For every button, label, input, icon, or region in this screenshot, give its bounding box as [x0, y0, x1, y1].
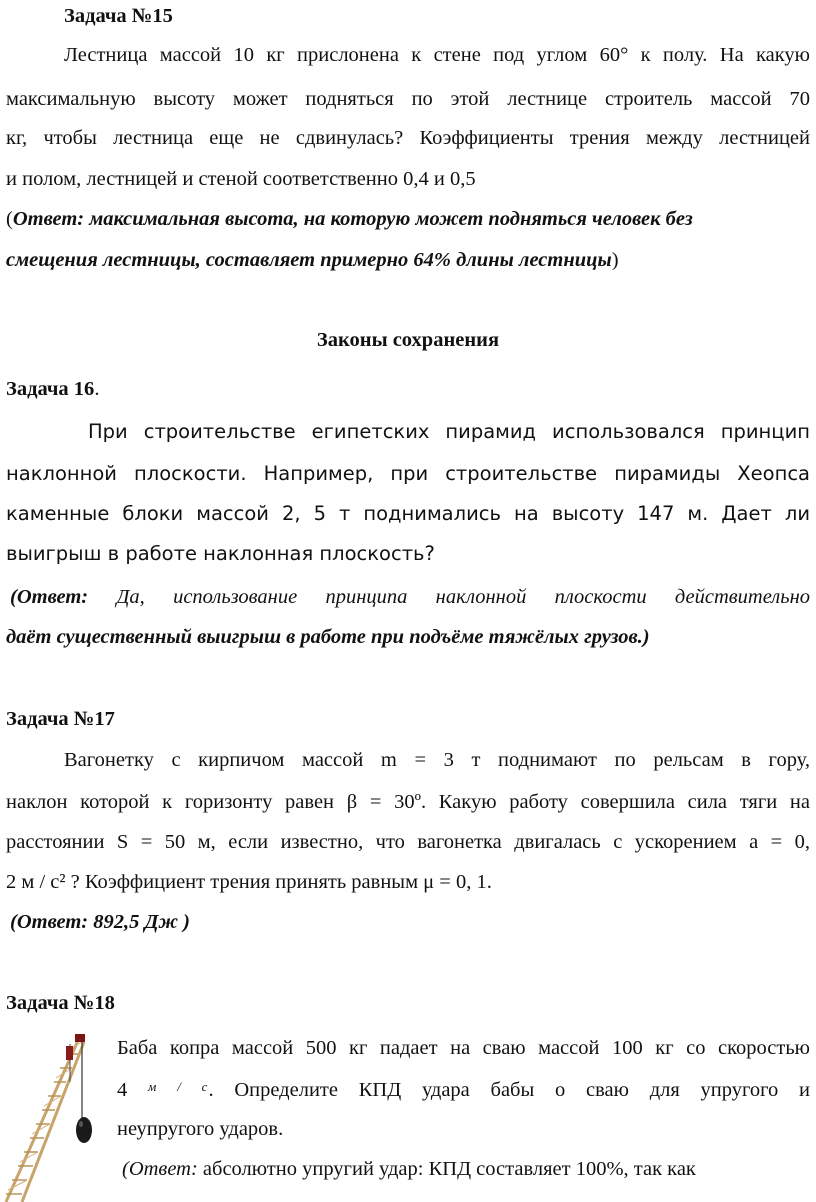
task16-title-dot: . — [94, 378, 100, 400]
task15-title: Задача №15 — [64, 5, 173, 27]
task18-speed-value: 4 — [117, 1079, 149, 1101]
task18-speed-unit: м / с — [148, 1079, 209, 1094]
task17-text-line-1: Вагонетку с кирпичом массой m = 3 т поднимают по рельсам в гору, — [64, 749, 810, 771]
task18-answer — [122, 1155, 815, 1183]
task18-text-line-3: неупругого ударов. — [117, 1118, 284, 1140]
task15-text-line-4: и полом, лестницей и стеной соответственно 0,4 и 0,5 — [6, 168, 476, 190]
task18-answer-text: абсолютно упругий удар: КПД составляет 100%, так как — [197, 1158, 696, 1180]
task18-title: Задача №18 — [6, 992, 115, 1014]
task15-answer-line-2 — [6, 246, 810, 274]
task17-text-line-4: 2 м / с² ? Коэффициент трения принять равным μ = 0, 1. — [6, 871, 492, 893]
task15-text-line-1: Лестница массой 10 кг прислонена к стене под углом 60° к полу. На какую — [64, 44, 810, 66]
task18-answer-label: (Ответ: — [122, 1158, 198, 1180]
pile-driver-illustration — [0, 1022, 108, 1202]
task16-answer-line-1 — [10, 583, 810, 611]
task16-answer-label: (Ответ: — [10, 586, 89, 608]
task15-answer-label: Ответ: — [12, 208, 85, 230]
task17-answer: (Ответ: 892,5 Дж ) — [10, 911, 190, 933]
task15-answer-open: ( — [6, 208, 13, 230]
crane-mast-icon — [6, 1036, 84, 1202]
task15-answer-line-1 — [6, 205, 810, 233]
task17-text-line-2: наклон которой к горизонту равен β = 30º. Какую работу совершила сила тяги на — [6, 791, 810, 813]
wrecking-ball-icon — [76, 1117, 92, 1143]
task17-text-line-3: расстоянии S = 50 м, если известно, что вагонетка двигалась с ускорением а = 0, — [6, 831, 810, 853]
task16-title — [6, 375, 810, 403]
task16-text-line-1: При строительстве египетских пирамид использовался принцип — [88, 420, 810, 443]
task18-text-line-1: Баба копра массой 500 кг падает на сваю массой 100 кг со скоростью — [117, 1037, 810, 1059]
task18-text-line-2-rest: . Определите КПД удара бабы о сваю для упругого и — [208, 1079, 811, 1101]
task16-answer-text-1: Да, использование принципа наклонной плоскости действительно — [88, 586, 810, 608]
task16-text-line-2: наклонной плоскости. Например, при строительстве пирамиды Хеопса — [6, 462, 810, 485]
task15-text-line-2: максимальную высоту может подняться по этой лестнице строитель массой 70 — [6, 88, 810, 110]
section-title: Законы сохранения — [316, 329, 500, 351]
task16-text-line-4: выигрыш в работе наклонная плоскость? — [6, 542, 435, 565]
task15-answer-close: ) — [611, 249, 619, 271]
task16-answer-line-2: даёт существенный выигрыш в работе при подъёме тяжёлых грузов.) — [6, 626, 650, 648]
task15-answer-text-2: смещения лестницы, составляет примерно 64% длины лестницы — [6, 249, 612, 271]
task15-answer-text-1: максимальная высота, на которую может подняться человек без — [84, 208, 693, 230]
task17-title: Задача №17 — [6, 708, 115, 730]
task16-title-text: Задача 16 — [6, 378, 95, 400]
task15-text-line-3: кг, чтобы лестница еще не сдвинулась? Коэффициенты трения между лестницей — [6, 127, 810, 149]
task16-text-line-3: каменные блоки массой 2, 5 т поднимались на высоту 147 м. Дает ли — [6, 502, 810, 525]
task18-text-line-2 — [117, 1073, 810, 1104]
